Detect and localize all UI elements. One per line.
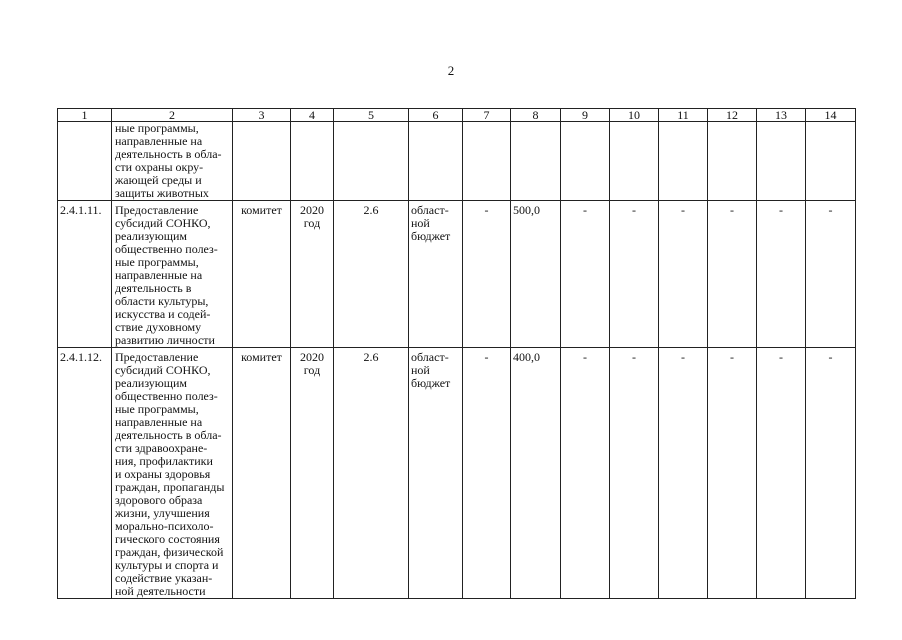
column-header: 6: [409, 109, 463, 122]
page-number: 2: [447, 63, 455, 78]
row-amount: 500,0: [511, 201, 561, 348]
column-header: 2: [112, 109, 233, 122]
row-executor: [233, 122, 291, 201]
row-description: Предоставление субсидий СОНКО, реализующим общественно полез- ные программы, направленные на деятельность в области культуры, искусства и содей- ствие духовному развитию личности: [112, 201, 233, 348]
table-row: [58, 201, 856, 348]
row-description: ные программы, направленные на деятельность в обла- сти охраны окру- жающей среды и защиты животных: [112, 122, 233, 201]
table-row: [58, 122, 856, 201]
row-cell: [708, 122, 757, 201]
row-cell: [659, 122, 708, 201]
column-header: 9: [561, 109, 610, 122]
column-header: 14: [806, 109, 856, 122]
row-cell: -: [806, 348, 856, 599]
row-cell: [561, 122, 610, 201]
row-cell: -: [659, 348, 708, 599]
row-cell: -: [561, 201, 610, 348]
row-indicator: [334, 122, 409, 201]
column-header: 12: [708, 109, 757, 122]
row-cell: -: [610, 348, 659, 599]
row-cell: [757, 122, 806, 201]
row-cell: [463, 122, 511, 201]
row-executor: комитет: [233, 348, 291, 599]
row-amount: 400,0: [511, 348, 561, 599]
row-cell: -: [610, 201, 659, 348]
budget-table: [57, 108, 856, 599]
column-header: 11: [659, 109, 708, 122]
column-header: 7: [463, 109, 511, 122]
row-year: 2020 год: [291, 201, 334, 348]
row-source: област- ной бюджет: [409, 201, 463, 348]
row-cell: -: [561, 348, 610, 599]
row-cell: -: [708, 201, 757, 348]
table-row: [58, 348, 856, 599]
row-cell: [806, 122, 856, 201]
row-code: 2.4.1.12.: [58, 348, 112, 599]
row-cell: [511, 122, 561, 201]
row-cell: -: [757, 201, 806, 348]
row-cell: -: [708, 348, 757, 599]
row-executor: комитет: [233, 201, 291, 348]
row-cell: [610, 122, 659, 201]
row-cell: -: [659, 201, 708, 348]
column-header: 3: [233, 109, 291, 122]
column-header: 4: [291, 109, 334, 122]
column-header: 13: [757, 109, 806, 122]
column-header: 10: [610, 109, 659, 122]
header-row: [58, 109, 856, 122]
row-description: Предоставление субсидий СОНКО, реализующим общественно полез- ные программы, направленные на деятельность в обла- сти здравоохране- ния, профилактики и охраны здоровья граждан, пропаганды здорового образа жизни, улучшения морально-психоло- гического состояния граждан, физической культуры и спорта и содействие указан- ной деятельности: [112, 348, 233, 599]
column-header: 1: [58, 109, 112, 122]
row-source: област- ной бюджет: [409, 348, 463, 599]
row-indicator: 2.6: [334, 201, 409, 348]
row-source: [409, 122, 463, 201]
row-year: 2020 год: [291, 348, 334, 599]
row-code: 2.4.1.11.: [58, 201, 112, 348]
row-cell: -: [757, 348, 806, 599]
row-code: [58, 122, 112, 201]
row-indicator: 2.6: [334, 348, 409, 599]
column-header: 5: [334, 109, 409, 122]
row-cell: -: [463, 201, 511, 348]
column-header: 8: [511, 109, 561, 122]
row-cell: -: [806, 201, 856, 348]
row-year: [291, 122, 334, 201]
row-cell: -: [463, 348, 511, 599]
